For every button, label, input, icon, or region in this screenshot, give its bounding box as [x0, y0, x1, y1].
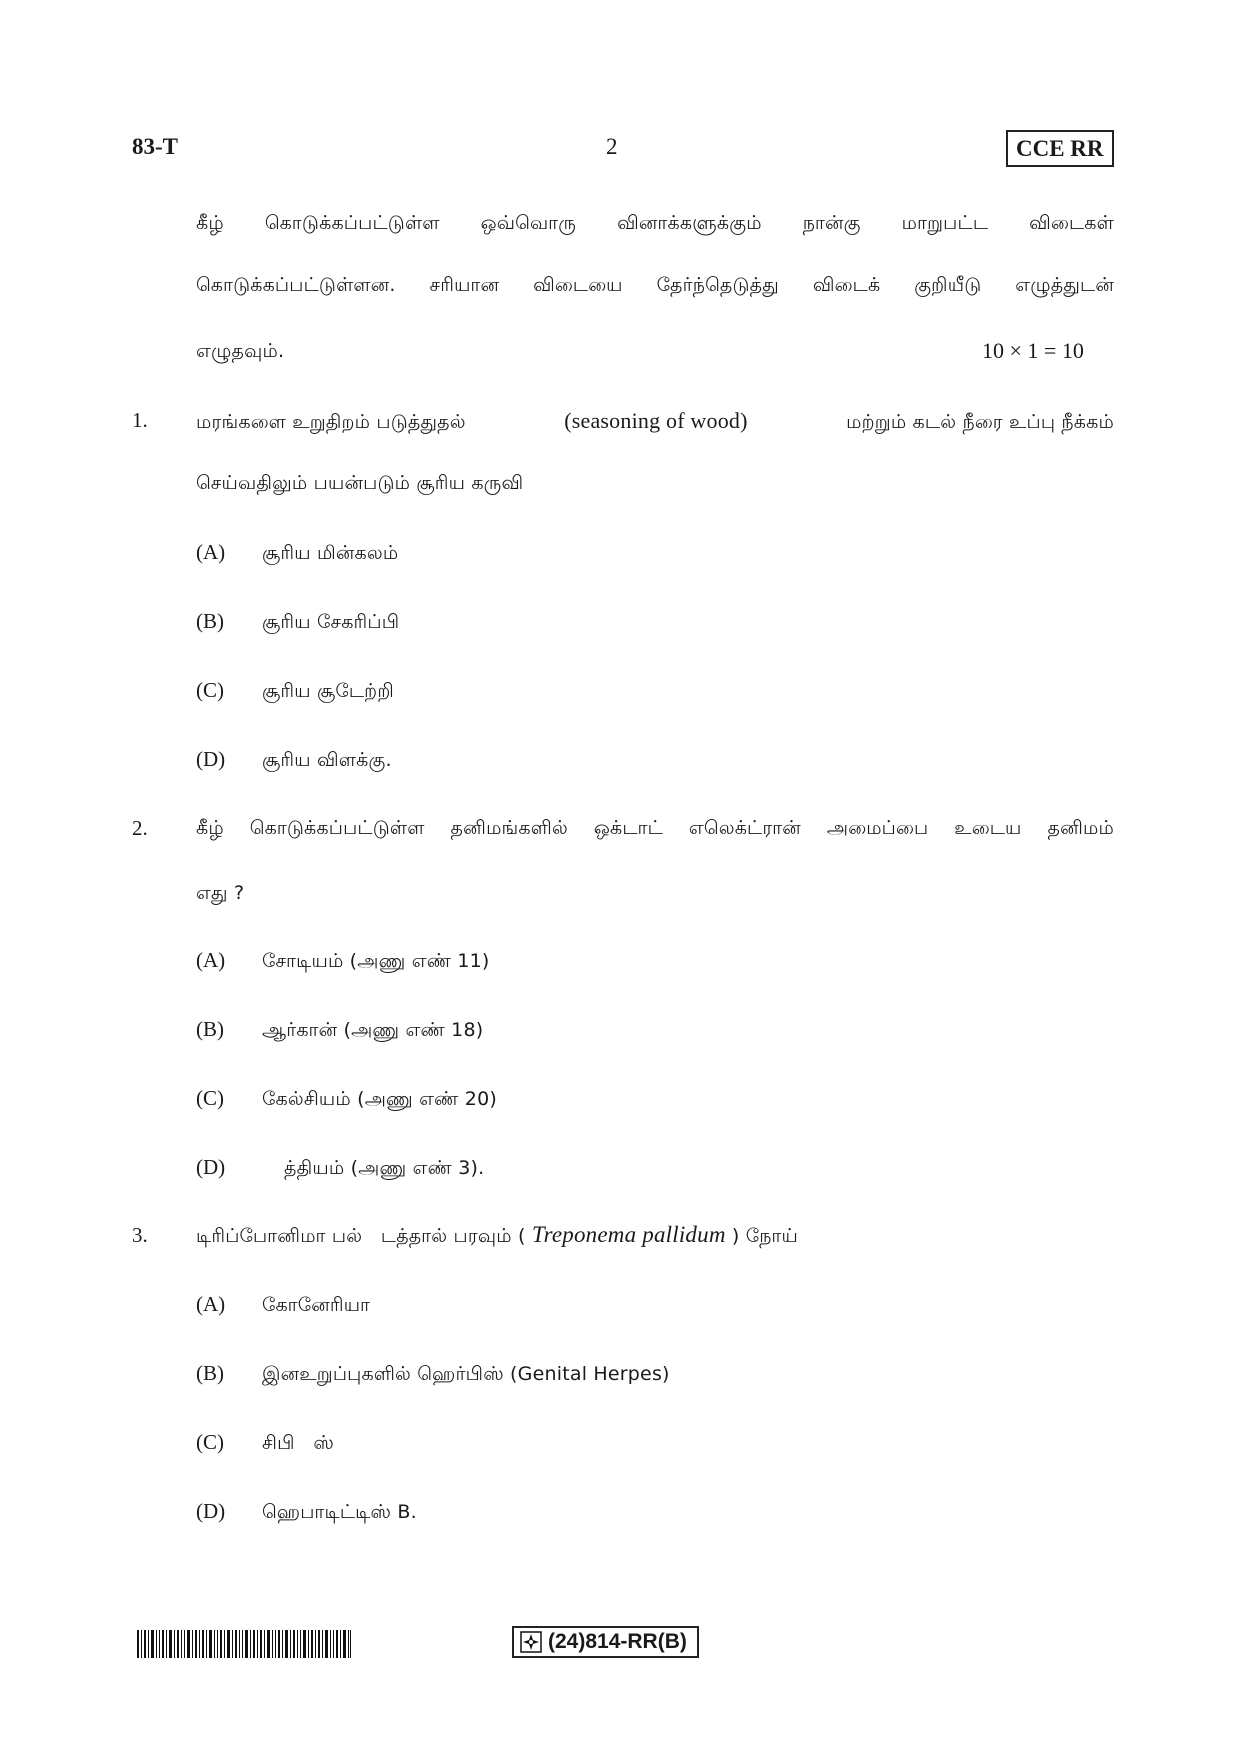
option-label: (A)	[196, 540, 226, 564]
option-label: (D)	[196, 747, 226, 771]
option-label: (A)	[196, 1292, 226, 1316]
question-text: மரங்களை உறுதிறம் படுத்துதல்	[196, 411, 466, 433]
page-number: 2	[606, 134, 618, 159]
option-label: (C)	[196, 678, 224, 702]
option-text: கேல்சியம் (அணு எண் 20)	[262, 1088, 497, 1110]
option-text: சிபி ஸ்	[262, 1432, 334, 1454]
option-label: (C)	[196, 1086, 224, 1110]
instruction-line-3: எழுதவும்.	[196, 340, 285, 362]
option-text: இனஉறுப்புகளில் ஹெர்பிஸ் (Genital Herpes)	[262, 1363, 670, 1385]
instruction-line-1: கீழ் கொடுக்கப்பட்டுள்ள ஒவ்வொரு வினாக்களுக்கும் நான்கு மாறுபட்ட விடைகள்	[196, 212, 1114, 234]
option-text: கோனேரியா	[262, 1294, 371, 1316]
option-label: (A)	[196, 948, 226, 972]
option-text: சூரிய சேகரிப்பி	[262, 611, 400, 633]
option-text: சூரிய மின்கலம்	[262, 542, 399, 564]
option-text: சோடியம் (அணு எண் 11)	[262, 950, 490, 972]
footer-paper-code: (24)814-RR(B)	[548, 1630, 687, 1653]
question-1-line-1	[196, 408, 1114, 436]
option-label: (B)	[196, 609, 224, 633]
question-text: டிரிப்போனிமா பல் டத்தால் பரவும் (	[196, 1225, 526, 1247]
option-text: த்தியம் (அணு எண் 3).	[284, 1157, 485, 1179]
marks-formula: 10 × 1 = 10	[982, 338, 1084, 363]
question-latin-term: Treponema pallidum	[531, 1222, 726, 1247]
question-3-line-1	[196, 1222, 798, 1250]
option-label: (B)	[196, 1361, 224, 1385]
option-label: (C)	[196, 1430, 224, 1454]
series-code: CCE RR	[1006, 130, 1114, 167]
option-label: (B)	[196, 1017, 224, 1041]
option-text: ஹெபாடிட்டிஸ் B.	[262, 1501, 417, 1523]
option-text: சூரிய சூடேற்றி	[262, 680, 394, 702]
question-number: 2.	[132, 816, 148, 840]
option-label: (D)	[196, 1155, 226, 1179]
option-text: சூரிய விளக்கு.	[262, 749, 392, 771]
paper-code: 83-T	[132, 134, 178, 159]
question-2-line-1: கீழ் கொடுக்கப்பட்டுள்ள தனிமங்களில் ஒக்டாட் எலெக்ட்ரான் அமைப்பை உடைய தனிமம்	[196, 817, 1114, 839]
instruction-line-2: கொடுக்கப்பட்டுள்ளன. சரியான விடையை தேர்ந்தெடுத்து விடைக் குறியீடு எழுத்துடன்	[196, 274, 1114, 296]
option-text: ஆர்கான் (அணு எண் 18)	[262, 1019, 484, 1041]
barcode	[137, 1630, 351, 1658]
question-1-line-2: செய்வதிலும் பயன்படும் சூரிய கருவி	[196, 472, 524, 494]
question-text: மற்றும் கடல் நீரை உப்பு நீக்கம்	[846, 411, 1114, 433]
question-number: 1.	[132, 408, 148, 432]
option-label: (D)	[196, 1499, 226, 1523]
question-2-line-2: எது ?	[196, 882, 245, 904]
question-text: ) நோய்	[731, 1225, 799, 1247]
question-number: 3.	[132, 1223, 148, 1247]
question-latin-term: (seasoning of wood)	[564, 408, 748, 433]
footer-paper-code-box	[512, 1626, 699, 1658]
emblem-icon	[520, 1631, 542, 1653]
